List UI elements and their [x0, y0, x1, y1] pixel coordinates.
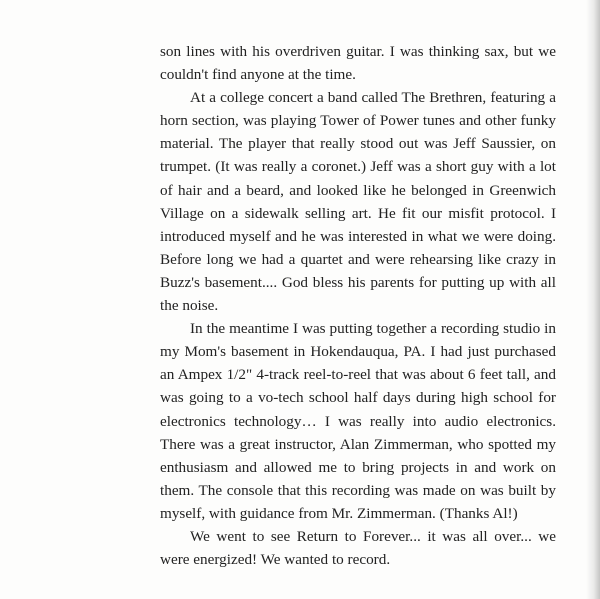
paragraph-3: In the meantime I was putting together a recording studio in my Mom's basement in Hokendauqua, PA. I had just purchased an Ampex 1/2" 4-track reel-to-reel that was about 6 feet tall, and was going to a vo-tech school half days during high school for electronics technology… I was really into audio electronics. There was a great instructor, Alan Zimmerman, who spotted my enthusiasm and allowed me to bring projects in and work on them. The console that this recording was made on was built by myself, with guidance from Mr. Zimmerman. (Thanks Al!) — [160, 320, 556, 522]
paragraph-1: son lines with his overdriven guitar. I was thinking sax, but we couldn't find anyone at the time. — [160, 43, 556, 84]
body-text — [160, 40, 556, 571]
paragraph-2: At a college concert a band called The Brethren, featuring a horn section, was playing Tower of Power tunes and other funky material. The player that really stood out was Jeff Saussier, on trumpet. (It was really a coronet.) Jeff was a short guy with a lot of hair and a beard, and looked like he belonged in Greenwich Village on a sidewalk selling art. He fit our misfit protocol. I introduced myself and he was interested in what we were doing. Before long we had a quartet and were rehearsing like crazy in Buzz's basement.... God bless his parents for putting up with all the noise. — [160, 89, 556, 315]
page-edge-shadow — [586, 0, 600, 599]
paragraph-4: We went to see Return to Forever... it was all over... we were energized! We wanted to record. — [160, 527, 556, 569]
